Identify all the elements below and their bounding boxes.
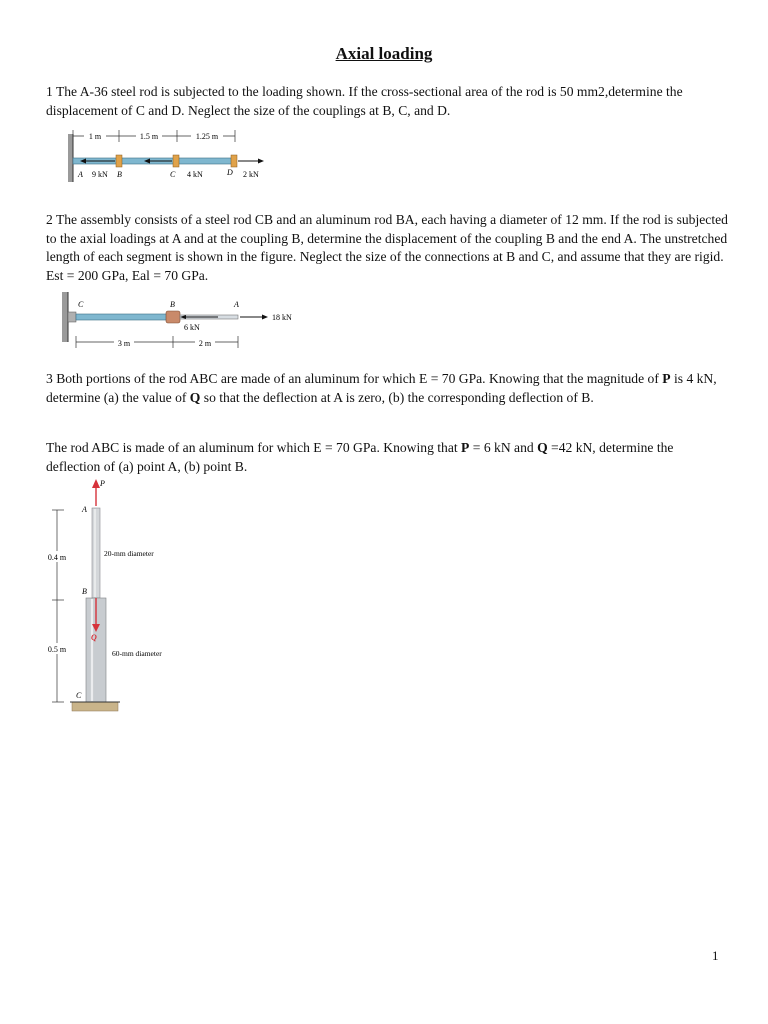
- coupling-b: [166, 311, 180, 323]
- coupling-d: [231, 155, 237, 167]
- label-2kn: 2 kN: [243, 170, 259, 179]
- label-p: P: [100, 479, 105, 488]
- problem-3-q: Q: [189, 389, 201, 405]
- wall-support: [68, 134, 73, 182]
- label-a: A: [82, 505, 87, 514]
- problem-1-text: 1 The A-36 steel rod is subjected to the loading shown. If the cross-sectional area of the rod is 50 mm2,determine the displacement of C and D. Neglect the size of the couplings at B, C, and D.: [46, 84, 683, 118]
- label-d: D: [227, 168, 233, 177]
- label-c: C: [76, 691, 82, 700]
- dim-0-4m: 0.4 m: [47, 553, 67, 562]
- problem-4-figure: [40, 476, 200, 722]
- coupling-b: [116, 155, 122, 167]
- problem-4-p: P: [461, 440, 470, 455]
- label-c: C: [170, 170, 176, 179]
- label-a: A: [234, 300, 239, 309]
- label-4kn: 4 kN: [187, 170, 203, 179]
- label-6kn: 6 kN: [184, 323, 200, 332]
- dim-1-5m: 1.5 m: [139, 132, 159, 141]
- problem-3-part-a: 3 Both portions of the rod ABC are made of an aluminum for which E = 70 GPa. Knowing that the magnitude of: [46, 371, 663, 386]
- problem-2-text: 2 The assembly consists of a steel rod CB and an aluminum rod BA, each having a diameter of 12 mm. If the rod is subjected to the axial loadings at A and at the coupling B, determine the displacement of the coupling B and the end A. The unstretched length of each segment is shown in the figure. Neglect the size of the connections at B and C, and assume that they are rigid. Est = 200 GPa, Eal = 70 GPa.: [46, 212, 728, 283]
- page-title: Axial loading: [335, 44, 433, 63]
- problem-3-part-b: is 4 kN, determine (a) the value of: [46, 371, 717, 405]
- coupling-c: [173, 155, 179, 167]
- force-arrow-18kn: [262, 315, 268, 320]
- dim-3m: 3 m: [117, 339, 131, 348]
- dim-0-5m: 0.5 m: [47, 645, 67, 654]
- label-b: B: [82, 587, 87, 596]
- rod-ab-20mm: [92, 508, 100, 598]
- label-18kn: 18 kN: [272, 313, 292, 322]
- problem-4-q: Q: [537, 440, 548, 455]
- label-c: C: [78, 300, 84, 309]
- label-9kn: 9 kN: [92, 170, 108, 179]
- problem-3-p: P: [662, 371, 671, 386]
- base-support: [72, 702, 118, 711]
- problem-3-part-c: so that the deflection at A is zero, (b) the corresponding deflection of B.: [200, 389, 594, 405]
- problem-4-part-c: =42 kN, determine the deflection of (a) point A, (b) point B.: [46, 440, 674, 474]
- label-b: B: [117, 170, 122, 179]
- problem-3-text: [46, 370, 728, 407]
- steel-rod-cb: [76, 314, 168, 320]
- label-q: Q: [91, 633, 97, 642]
- wall-support: [62, 292, 68, 342]
- problem-2-figure: [58, 288, 308, 354]
- dim-1m: 1 m: [88, 132, 102, 141]
- dim-2m: 2 m: [198, 339, 212, 348]
- problem-4-part-b: = 6 kN and: [469, 440, 538, 455]
- label-a: A: [78, 170, 83, 179]
- problem-1-figure: [60, 124, 280, 188]
- page-number: 1: [712, 948, 719, 963]
- problem-4-part-a: The rod ABC is made of an aluminum for which E = 70 GPa. Knowing that: [46, 440, 462, 455]
- dim-1-25m: 1.25 m: [195, 132, 219, 141]
- label-20mm-diameter: 20-mm diameter: [104, 549, 154, 558]
- problem-4-text: [46, 439, 728, 476]
- label-b: B: [170, 300, 175, 309]
- label-60mm-diameter: 60-mm diameter: [112, 649, 162, 658]
